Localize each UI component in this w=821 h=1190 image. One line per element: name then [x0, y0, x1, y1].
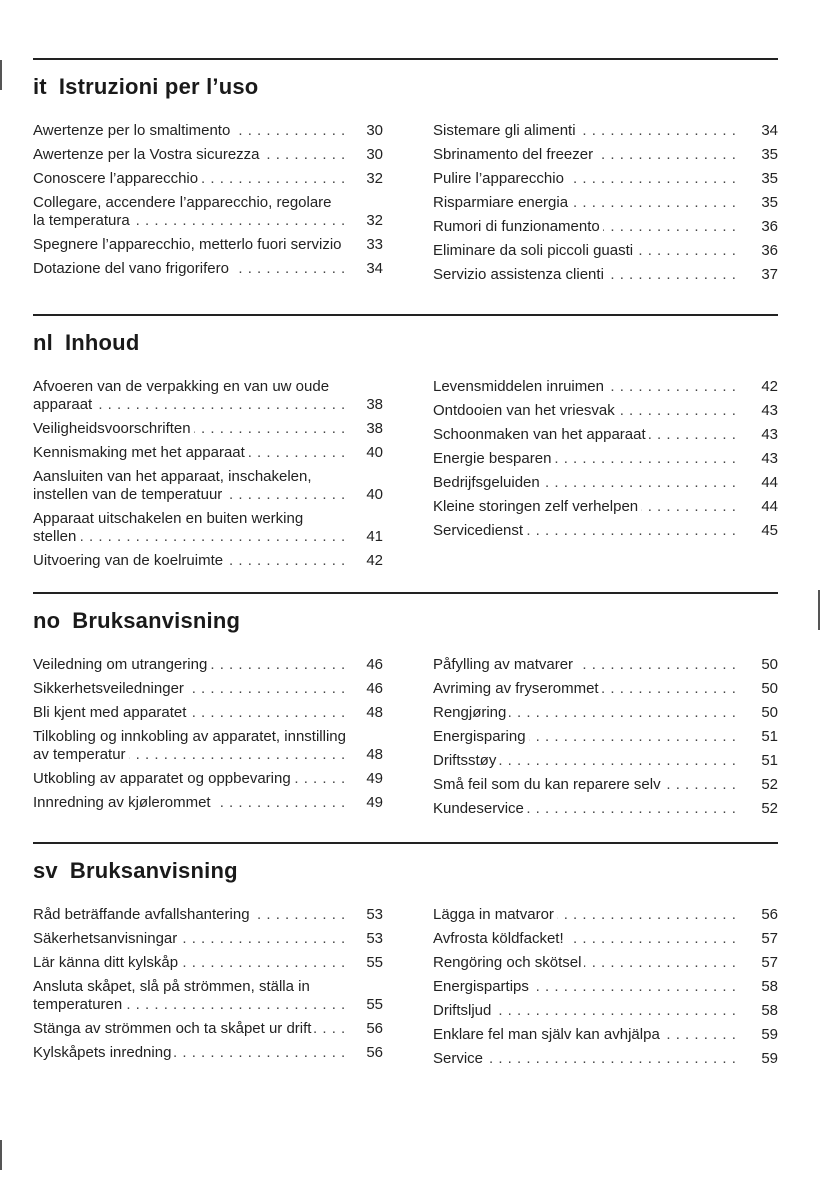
toc-left-column [33, 906, 383, 1074]
toc-entry [33, 1020, 383, 1038]
toc-entry [33, 930, 383, 948]
toc-page-number: 42 [366, 552, 383, 569]
toc-page-number: 36 [761, 242, 778, 259]
toc-entry [33, 468, 383, 504]
toc-page-number: 34 [761, 122, 778, 139]
toc-page-number: 50 [761, 680, 778, 697]
toc-entry-text: Dotazione del vano frigorifero [33, 260, 232, 277]
section-divider [33, 314, 778, 316]
toc-entry [433, 122, 778, 140]
toc-entry [33, 978, 383, 1014]
toc-entry [33, 656, 383, 674]
toc-entry [33, 146, 383, 164]
toc-page-number: 59 [761, 1026, 778, 1043]
toc-entry-text: Små feil som du kan reparere selv [433, 776, 664, 793]
toc-entry-text: Spegnere l’apparecchio, metterlo fuori servizio [33, 236, 345, 253]
toc-entry-label [433, 474, 742, 492]
toc-entry-label [33, 260, 347, 278]
section-heading: Bruksanvisning [72, 608, 241, 633]
toc-entry-label [33, 552, 347, 570]
toc-entry-label [33, 194, 347, 230]
section-title [33, 330, 778, 356]
toc-entry-label [433, 656, 742, 674]
toc-entry-label [433, 954, 742, 972]
toc-entry [33, 194, 383, 230]
toc-page-number: 59 [761, 1050, 778, 1067]
toc-entry [433, 906, 778, 924]
toc-page-number: 35 [761, 146, 778, 163]
toc-entry [33, 794, 383, 812]
toc-entry-text: Lär känna ditt kylskåp [33, 954, 181, 971]
toc-page-number: 50 [761, 656, 778, 673]
toc-entry-text: Rengjøring [433, 704, 509, 721]
toc-entry-label [433, 752, 742, 770]
toc-page-number: 46 [366, 656, 383, 673]
toc-entry-label [433, 1026, 742, 1044]
toc-entry [433, 656, 778, 674]
toc-page-number: 32 [366, 170, 383, 187]
toc-entry-text: Rumori di funzionamento [433, 218, 603, 235]
toc-entry-text: Bli kjent med apparatet [33, 704, 189, 721]
toc-entry-text: Enklare fel man själv kan avhjälpa [433, 1026, 663, 1043]
section-title [33, 608, 778, 634]
toc-left-column [33, 378, 383, 576]
toc-entry-text: Risparmiare energia [433, 194, 571, 211]
toc-entry [433, 402, 778, 420]
toc-entry-label [33, 170, 347, 188]
toc-entry-text: Stänga av strömmen och ta skåpet ur drift [33, 1020, 314, 1037]
toc-page-number: 38 [366, 396, 383, 413]
toc-entry [433, 170, 778, 188]
toc-entry-label [33, 704, 347, 722]
toc-entry-text: Kennismaking met het apparaat [33, 444, 248, 461]
toc-entry [433, 498, 778, 516]
toc-entry-text: Servizio assistenza clienti [433, 266, 607, 283]
toc-entry-label [433, 498, 742, 516]
toc-entry [433, 146, 778, 164]
toc-page-number: 53 [366, 930, 383, 947]
toc-entry-text: Utkobling av apparatet og oppbevaring [33, 770, 294, 787]
toc-entry [33, 954, 383, 972]
toc-page-number: 51 [761, 728, 778, 745]
toc-entry-label [433, 242, 742, 260]
toc-entry-text: Energisparing [433, 728, 529, 745]
section-divider [33, 842, 778, 844]
toc-entry-text: Energie besparen [433, 450, 554, 467]
section-sv [33, 842, 778, 1074]
section-divider [33, 58, 778, 60]
toc-entry-text: Pulire l’apparecchio [433, 170, 567, 187]
toc-entry [433, 218, 778, 236]
toc-entry [33, 378, 383, 414]
toc-entry [33, 170, 383, 188]
toc-page-number: 58 [761, 1002, 778, 1019]
toc-page-number: 49 [366, 794, 383, 811]
toc-entry-text: Avriming av fryserommet [433, 680, 602, 697]
toc-entry-label [433, 978, 742, 996]
toc-entry-label [433, 378, 742, 396]
toc-entry-label [433, 800, 742, 818]
toc-entry-text: Avfrosta köldfacket! [433, 930, 567, 947]
toc-entry-text: Driftsljud [433, 1002, 494, 1019]
toc-entry-label [33, 930, 347, 948]
toc-entry [33, 770, 383, 788]
toc-entry-text: Ansluta skåpet, slå på strömmen, ställa in temperaturen [33, 978, 310, 1013]
toc-entry-label [433, 122, 742, 140]
toc-entry-text: Eliminare da soli piccoli guasti [433, 242, 636, 259]
toc-page-number: 56 [761, 906, 778, 923]
toc-entry-text: Kundeservice [433, 800, 527, 817]
toc-page-number: 40 [366, 444, 383, 461]
toc-page-number: 57 [761, 930, 778, 947]
toc-page-number: 38 [366, 420, 383, 437]
toc-entry [433, 930, 778, 948]
toc-entry-text: Uitvoering van de koelruimte [33, 552, 226, 569]
section-title [33, 74, 778, 100]
toc-entry [433, 194, 778, 212]
toc-entry-label [433, 728, 742, 746]
toc-page-number: 48 [366, 704, 383, 721]
language-code: sv [33, 858, 58, 883]
toc-entry-text: Ontdooien van het vriesvak [433, 402, 618, 419]
toc-entry-text: Service [433, 1050, 486, 1067]
toc-right-column [433, 656, 778, 824]
toc-right-column [433, 378, 778, 576]
toc-entry [33, 510, 383, 546]
toc-entry [33, 236, 383, 254]
toc-page-number: 52 [761, 776, 778, 793]
toc-entry [433, 800, 778, 818]
toc-entry-label [33, 728, 347, 764]
toc-entry [433, 450, 778, 468]
toc-page-number: 52 [761, 800, 778, 817]
toc-entry [433, 426, 778, 444]
toc-page-number: 58 [761, 978, 778, 995]
toc-page-number: 30 [366, 122, 383, 139]
toc-entry [433, 1002, 778, 1020]
toc-entry-text: Veiligheidsvoorschriften [33, 420, 194, 437]
section-heading: Inhoud [64, 330, 140, 355]
toc-entry-label [33, 378, 347, 414]
toc-entry-label [433, 426, 742, 444]
toc-entry [433, 242, 778, 260]
toc-entry-label [433, 1002, 742, 1020]
toc-entry [433, 522, 778, 540]
toc-entry [433, 680, 778, 698]
toc-page-number: 36 [761, 218, 778, 235]
toc-page-number: 49 [366, 770, 383, 787]
toc-entry [433, 474, 778, 492]
language-code: no [33, 608, 61, 633]
toc-entry-text: Råd beträffande avfallshantering [33, 906, 253, 923]
toc-page-number: 44 [761, 474, 778, 491]
toc-entry-text: Sistemare gli alimenti [433, 122, 579, 139]
toc-entry-text: Conoscere l’apparecchio [33, 170, 201, 187]
toc-entry-label [433, 930, 742, 948]
toc-page-number: 55 [366, 996, 383, 1013]
toc-page-number: 42 [761, 378, 778, 395]
section-nl [33, 314, 778, 576]
toc-entry-text: Servicedienst [433, 522, 526, 539]
toc-entry-text: Veiledning om utrangering [33, 656, 210, 673]
toc-entry [433, 378, 778, 396]
toc-entry-text: Schoonmaken van het apparaat [433, 426, 649, 443]
toc-entry-label [33, 1044, 347, 1062]
toc-entry-label [33, 236, 347, 254]
toc-entry-text: Kleine storingen zelf verhelpen [433, 498, 641, 515]
toc-entry-text: Levensmiddelen inruimen [433, 378, 607, 395]
section-heading: Bruksanvisning [69, 858, 238, 883]
toc-entry-text: Lägga in matvaror [433, 906, 557, 923]
toc-entry-label [33, 978, 347, 1014]
scan-edge-mark [818, 590, 820, 630]
toc-entry [33, 444, 383, 462]
toc-entry [33, 680, 383, 698]
toc-entry-label [433, 170, 742, 188]
toc-page-number: 30 [366, 146, 383, 163]
toc-page-number: 48 [366, 746, 383, 763]
section-divider [33, 592, 778, 594]
toc-right-column [433, 906, 778, 1074]
section-title [33, 858, 778, 884]
toc-entry-text: Innredning av kjølerommet [33, 794, 214, 811]
toc-page-number: 37 [761, 266, 778, 283]
toc-page-number: 51 [761, 752, 778, 769]
toc-entry-label [433, 776, 742, 794]
toc-entry-text: Sikkerhetsveiledninger [33, 680, 187, 697]
toc-entry-text: Tilkobling og innkobling av apparatet, innstilling av temperatur [33, 728, 346, 763]
toc-entry-label [433, 450, 742, 468]
toc-entry-label [433, 266, 742, 284]
scan-edge-mark [0, 1140, 2, 1170]
toc-entry [33, 906, 383, 924]
toc-entry-label [33, 906, 347, 924]
toc-entry-label [33, 444, 347, 462]
toc-page-number: 40 [366, 486, 383, 503]
toc-entry-label [33, 954, 347, 972]
toc-entry [33, 552, 383, 570]
toc-entry-text: Rengöring och skötsel [433, 954, 584, 971]
toc-left-column [33, 122, 383, 290]
toc-page-number: 44 [761, 498, 778, 515]
toc-page-number: 35 [761, 194, 778, 211]
language-code: nl [33, 330, 53, 355]
toc-page-number: 56 [366, 1044, 383, 1061]
section-heading: Istruzioni per l’uso [58, 74, 259, 99]
toc-page-number: 46 [366, 680, 383, 697]
toc-entry-text: Påfylling av matvarer [433, 656, 576, 673]
toc-page-number: 55 [366, 954, 383, 971]
toc-entry [33, 122, 383, 140]
scan-edge-mark [0, 60, 2, 90]
toc-page-number: 45 [761, 522, 778, 539]
toc-page-number: 43 [761, 450, 778, 467]
toc-entry-text: Sbrinamento del freezer [433, 146, 596, 163]
toc-page-number: 34 [366, 260, 383, 277]
toc-entry-label [33, 468, 347, 504]
toc-entry-label [33, 510, 347, 546]
toc-page-number: 32 [366, 212, 383, 229]
toc-entry [433, 752, 778, 770]
toc-entry-text: Awertenze per la Vostra sicurezza [33, 146, 263, 163]
toc-page-number: 50 [761, 704, 778, 721]
toc-entry [33, 260, 383, 278]
toc-entry [33, 1044, 383, 1062]
toc-entry-label [33, 420, 347, 438]
toc-entry-label [33, 146, 347, 164]
toc-entry-label [433, 906, 742, 924]
toc-entry-label [433, 146, 742, 164]
toc-entry-label [33, 794, 347, 812]
toc-entry-text: Aansluiten van het apparaat, inschakelen, instellen van de temperatuur [33, 468, 312, 503]
section-it [33, 58, 778, 290]
toc-entry-text: Kylskåpets inredning [33, 1044, 174, 1061]
toc-entry [433, 978, 778, 996]
toc-page-number: 53 [366, 906, 383, 923]
section-no [33, 592, 778, 824]
toc-entry-label [33, 1020, 347, 1038]
toc-entry-label [433, 522, 742, 540]
toc-entry-label [433, 402, 742, 420]
toc-page-number: 33 [366, 236, 383, 253]
toc-entry-label [433, 1050, 742, 1068]
toc-entry [433, 266, 778, 284]
toc-entry-label [33, 770, 347, 788]
toc-page-number: 43 [761, 426, 778, 443]
toc-entry-text: Säkerhetsanvisningar [33, 930, 180, 947]
toc-entry-text: Awertenze per lo smaltimento [33, 122, 233, 139]
toc-entry-text: Apparaat uitschakelen en buiten werking stellen [33, 510, 304, 545]
toc-entry [433, 704, 778, 722]
toc-right-column [433, 122, 778, 290]
toc-entry [433, 1050, 778, 1068]
toc-entry [433, 1026, 778, 1044]
toc-entry [33, 728, 383, 764]
toc-entry-text: Driftsstøy [433, 752, 499, 769]
toc-entry [33, 704, 383, 722]
toc-entry-label [33, 680, 347, 698]
toc-entry [33, 420, 383, 438]
toc-entry-label [433, 218, 742, 236]
toc-entry-label [433, 704, 742, 722]
toc-page-number: 41 [366, 528, 383, 545]
toc-entry-label [33, 656, 347, 674]
toc-entry-text: Collegare, accendere l’apparecchio, regolare la temperatura [33, 194, 332, 229]
toc-page-number: 57 [761, 954, 778, 971]
toc-entry [433, 728, 778, 746]
toc-entry-text: Energispartips [433, 978, 532, 995]
toc-entry-text: Afvoeren van de verpakking en van uw oude apparaat [33, 378, 330, 413]
toc-left-column [33, 656, 383, 824]
toc-entry [433, 776, 778, 794]
toc-page-number: 35 [761, 170, 778, 187]
toc-entry-text: Bedrijfsgeluiden [433, 474, 543, 491]
toc-entry-label [433, 680, 742, 698]
toc-entry [433, 954, 778, 972]
toc-entry-label [33, 122, 347, 140]
toc-page-number: 56 [366, 1020, 383, 1037]
language-code: it [33, 74, 47, 99]
toc-entry-label [433, 194, 742, 212]
toc-page-number: 43 [761, 402, 778, 419]
